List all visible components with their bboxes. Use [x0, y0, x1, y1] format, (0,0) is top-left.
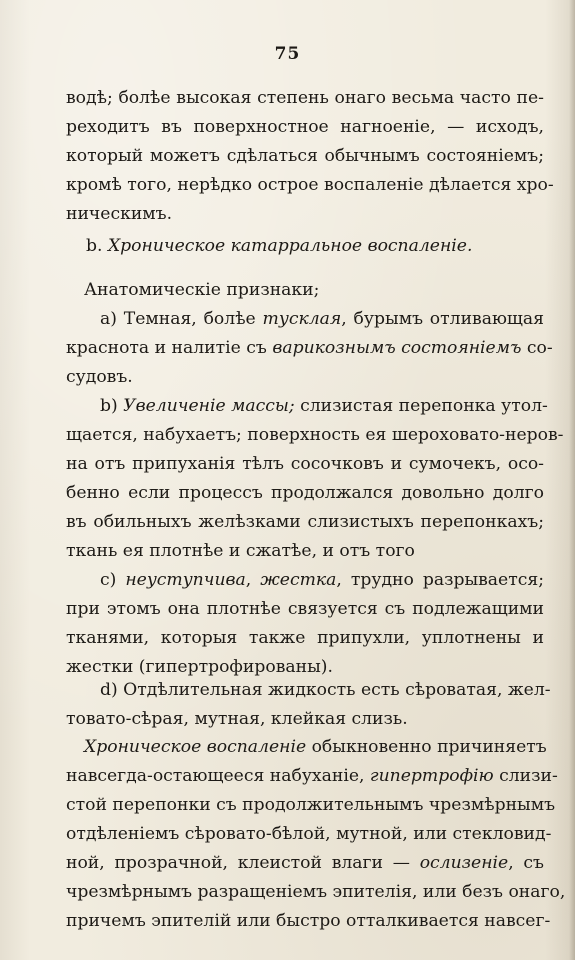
text-line: въ обильныхъ желѣзками слизистыхъ перепонкахъ; [66, 512, 544, 532]
text-run: a) Темная, болѣе [100, 309, 263, 329]
text-line: на отъ припуханія тѣлъ сосочковъ и сумочекъ, осо- [66, 454, 544, 474]
italic-run: варикознымъ состояніемъ [272, 338, 522, 358]
item-b [66, 392, 564, 566]
text-line: причемъ эпителій или быстро отталкивается навсег- [66, 911, 551, 931]
text-line: Анатомическіе признаки; [84, 280, 320, 300]
text-run: , трудно разрывается; [336, 570, 544, 590]
text-run: , [245, 570, 261, 590]
text-line [66, 849, 544, 878]
italic-run: Увеличеніе массы; [123, 396, 295, 416]
text-line: стой перепонки съ продолжительнымъ чрезмѣрнымъ [66, 795, 556, 815]
chronic-inflammation-paragraph [66, 733, 566, 936]
italic-run: тусклая [262, 309, 342, 329]
item-c [66, 566, 544, 682]
text-line: чрезмѣрнымъ разращеніемъ эпителія, или безъ онаго, [66, 882, 566, 902]
text-line [66, 762, 558, 791]
text-line: водѣ; болѣе высокая степень онаго весьма часто пе- [66, 88, 544, 108]
text-run: со- [521, 338, 553, 358]
item-a [66, 305, 553, 392]
text-line: который можетъ сдѣлаться обычнымъ состояніемъ; [66, 146, 544, 166]
text-line: товато-сѣрая, мутная, клейкая слизь. [66, 709, 408, 729]
text-line: реходитъ въ поверхностное нагноеніе, — исходъ, [66, 117, 544, 137]
text-line: судовъ. [66, 367, 133, 387]
text-run: краснота и налитіе съ [66, 338, 273, 358]
text-run: b) [100, 396, 124, 416]
text-line [66, 733, 547, 762]
text-line [66, 334, 553, 363]
text-line [66, 305, 544, 334]
text-line: щается, набухаетъ; поверхность ея шероховато-неров- [66, 425, 564, 445]
anatomical-signs-label [66, 276, 544, 305]
text-run: , бурымъ отливающая [341, 309, 544, 329]
text-line: при этомъ она плотнѣе связуется съ подлежащими [66, 599, 544, 619]
heading-line [66, 232, 544, 261]
text-line: бенно если процессъ продолжался довольно долго [66, 483, 544, 503]
page-edge-shadow [569, 0, 575, 960]
item-d [66, 676, 551, 734]
italic-run: гипертрофію [369, 766, 494, 786]
text-run: , съ [508, 853, 544, 873]
italic-run: жестка [260, 570, 337, 590]
italic-run: неуступчива [125, 570, 246, 590]
section-heading [66, 232, 544, 261]
text-line [66, 566, 544, 595]
page-number: 75 [274, 44, 301, 64]
heading-letter: b. [86, 236, 103, 256]
text-run: навсегда-остающееся набуханіе, [66, 766, 370, 786]
heading-title: Хроническое катарральное воспаленіе. [107, 236, 473, 256]
text-line [66, 392, 548, 421]
text-line: d) Отдѣлительная жидкость есть сѣроватая, жел- [100, 680, 551, 700]
text-line: отдѣленіемъ сѣровато-бѣлой, мутной, или стекловид- [66, 824, 552, 844]
text-run: слизи- [493, 766, 558, 786]
text-run: обыкновенно причиняетъ [306, 737, 547, 757]
italic-run: Хроническое воспаленіе [84, 737, 307, 757]
text-run: c) [100, 570, 126, 590]
text-run: слизистая перепонка утол- [294, 396, 548, 416]
text-line: ткань ея плотнѣе и сжатѣе, и отъ того [66, 541, 415, 561]
paragraph-continuation [66, 84, 554, 229]
text-line: кромѣ того, нерѣдко острое воспаленіе дѣлается хро- [66, 175, 554, 195]
text-line: тканями, которыя также припухли, уплотнены и [66, 628, 544, 648]
text-run: ной, прозрачной, клеистой влаги — [66, 853, 420, 873]
text-line: жестки (гипертрофированы). [66, 657, 333, 677]
italic-run: ослизеніе [419, 853, 509, 873]
text-line: ническимъ. [66, 204, 173, 224]
